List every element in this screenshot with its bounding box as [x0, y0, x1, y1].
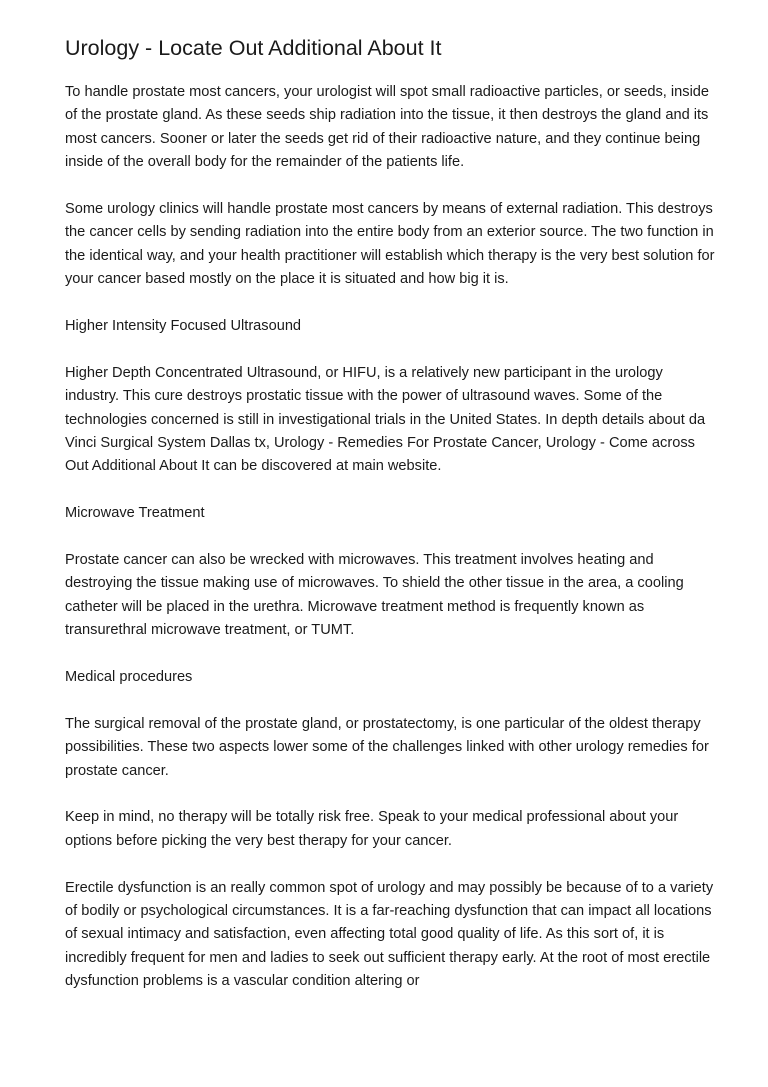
section-heading-surgery: Medical procedures: [65, 669, 193, 686]
page-title: Urology - Locate Out Additional About It: [65, 36, 442, 60]
section-heading-microwave: Microwave Treatment: [65, 505, 205, 522]
paragraph-external-radiation: Some urology clinics will handle prostate most cancers by means of external radiation. This destroys the cancer cells by sending radiation into the entire body from an exterior source. The two function in the identical way, and your health practitioner will establish which therapy is the very best solution for your cancer based mostly on the place it is situated and how big it is.: [65, 201, 715, 288]
paragraph-erectile-dysfunction: Erectile dysfunction is an really common spot of urology and may possibly be because of to a variety of bodily or psychological circumstances. It is a far-reaching dysfunction that can impact all locations of sexual intimacy and satisfaction, even affecting total good quality of life. As this sort of, it is incredibly frequent for men and ladies to seek out sufficient therapy early. At the root of most erectile dysfunction problems is a vascular condition altering or: [65, 879, 714, 990]
paragraph-risk: Keep in mind, no therapy will be totally risk free. Speak to your medical professional about your options before picking the very best therapy for your cancer.: [65, 809, 679, 849]
paragraph-hifu: Higher Depth Concentrated Ultrasound, or HIFU, is a relatively new participant in the urology industry. This cure destroys prostatic tissue with the power of ultrasound waves. Some of the technologies concerned is still in investigational trials in the United States. In depth details about da Vinci Surgical System Dallas tx, Urology - Remedies For Prostate Cancer, Urology - Come across Out Additional About It can be discovered at main website.: [65, 364, 706, 475]
document-page: [65, 34, 715, 1017]
section-heading-hifu: Higher Intensity Focused Ultrasound: [65, 318, 302, 335]
paragraph-surgery: The surgical removal of the prostate gland, or prostatectomy, is one particular of the oldest therapy possibilities. These two aspects lower some of the challenges linked with other urology remedies for prostate cancer.: [65, 715, 709, 779]
paragraph-microwave: Prostate cancer can also be wrecked with microwaves. This treatment involves heating and destroying the tissue making use of microwaves. To shield the other tissue in the area, a cooling catheter will be placed in the urethra. Microwave treatment method is frequently known as transurethral microwave treatment, or TUMT.: [65, 552, 684, 639]
paragraph-brachytherapy: To handle prostate most cancers, your urologist will spot small radioactive particles, or seeds, inside of the prostate gland. As these seeds ship radiation into the tissue, it then destroys the gland and its most cancers. Sooner or later the seeds get rid of their radioactive nature, and they continue being inside of the overall body for the remainder of the patients life.: [65, 84, 710, 171]
